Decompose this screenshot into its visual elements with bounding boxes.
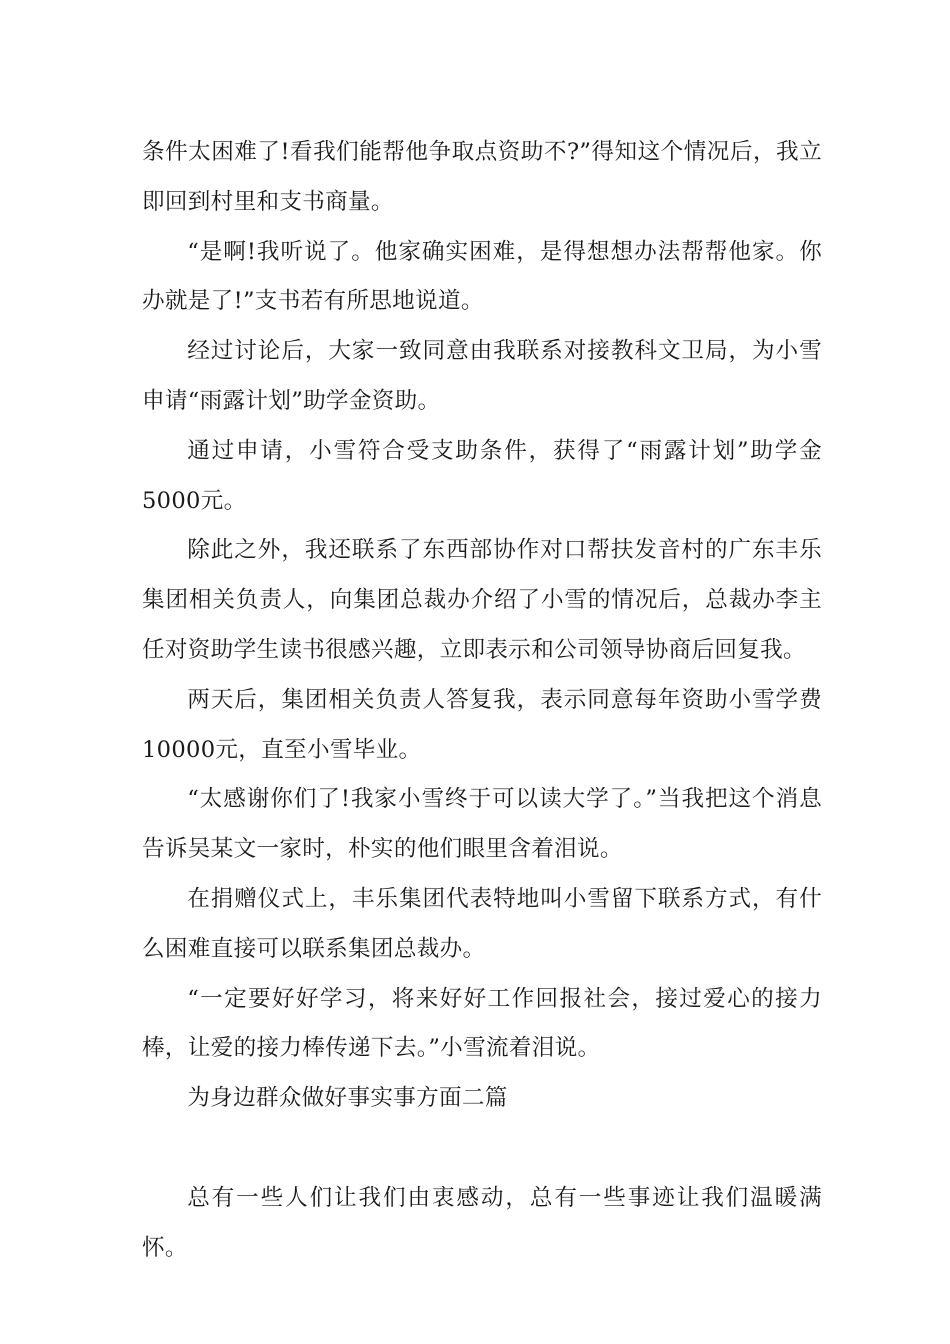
paragraph-8: 在捐赠仪式上，丰乐集团代表特地叫小雪留下联系方式，有什么困难直接可以联系集团总裁办。 bbox=[142, 885, 822, 962]
paragraph-5: 除此之外，我还联系了东西部协作对口帮扶发音村的广东丰乐集团相关负责人，向集团总裁办介绍了小雪的情况后，总裁办李主任对资助学生读书很感兴趣，立即表示和公司领导协商后回复我。 bbox=[142, 537, 822, 663]
blank-line bbox=[142, 1124, 822, 1174]
paragraph-7: “太感谢你们了!我家小雪终于可以读大学了。”当我把这个消息告诉吴某文一家时，朴实的他们眼里含着泪说。 bbox=[142, 786, 822, 863]
paragraph-3: 经过讨论后，大家一致同意由我联系对接教科文卫局，为小雪申请“雨露计划”助学金资助。 bbox=[142, 338, 822, 414]
paragraph-4: 通过申请，小雪符合受支助条件，获得了“雨露计划”助学金5000元。 bbox=[142, 437, 822, 514]
paragraph-9: “一定要好好学习，将来好好工作回报社会，接过爱心的接力棒，让爱的接力棒传递下去。”小雪流着泪说。 bbox=[142, 985, 822, 1062]
paragraph-1: 条件太困难了!看我们能帮他争取点资助不?”得知这个情况后，我立即回到村里和支书商量。 bbox=[142, 139, 822, 215]
paragraph-6: 两天后，集团相关负责人答复我，表示同意每年资助小雪学费10000元，直至小雪毕业。 bbox=[142, 686, 822, 763]
section-title: 为身边群众做好事实事方面二篇 bbox=[187, 1085, 508, 1112]
document-body bbox=[142, 128, 822, 1273]
closing-paragraph: 总有一些人们让我们由衷感动，总有一些事迹让我们温暖满怀。 bbox=[142, 1184, 822, 1261]
paragraph-2: “是啊!我听说了。他家确实困难，是得想想办法帮帮他家。你办就是了!”支书若有所思地说道。 bbox=[142, 238, 822, 315]
